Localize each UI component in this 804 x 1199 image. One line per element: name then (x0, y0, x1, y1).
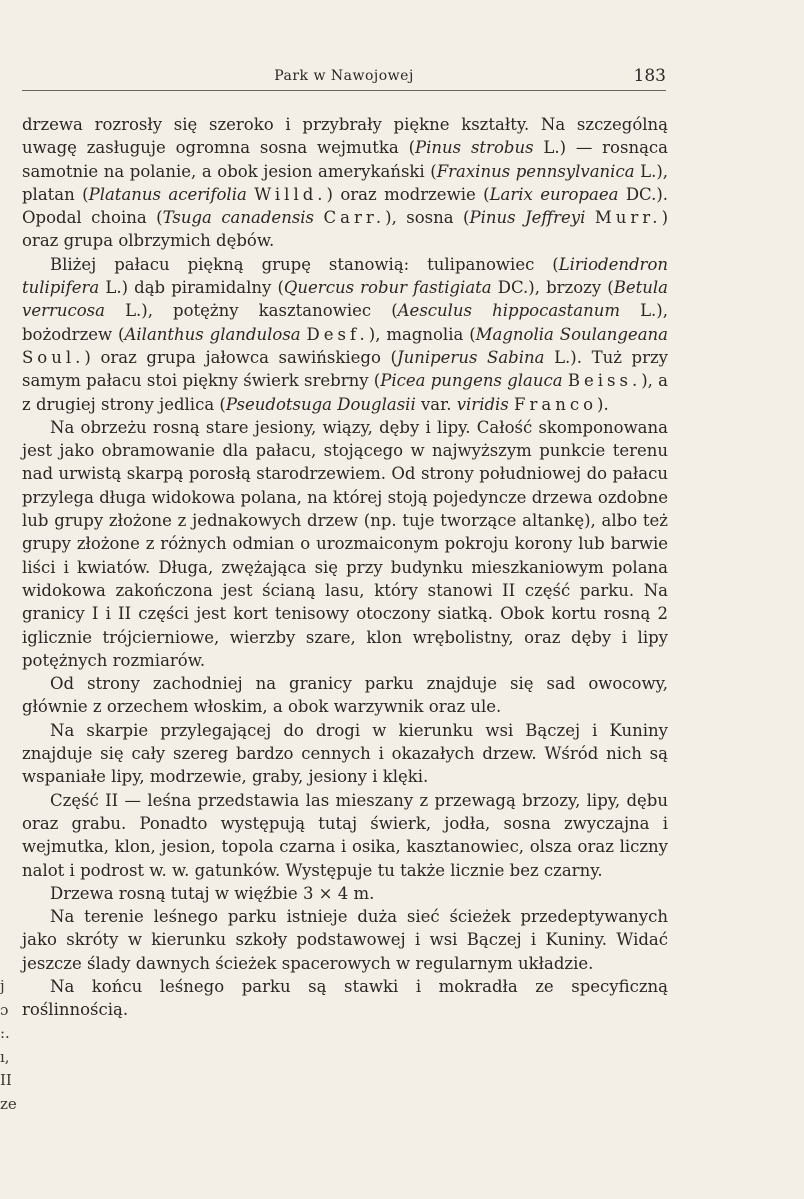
text-run: ), a z drugiej strony jedlica ( (22, 371, 668, 414)
latin-name: Pinus Jeffreyi (469, 208, 586, 228)
text-run: L.). Tuż przy samym pałacu stoi piękny świerk srebrny ( (22, 347, 668, 391)
text-run: ) oraz modrzewie ( (326, 184, 490, 204)
text-run: Bliżej pałacu piękną grupę stanowią: tulipanowiec ( (50, 254, 559, 274)
text-run: drzewa rozrosły się szeroko i przybrały piękne kształty. Na szczególną uwagę zasługuje ogromna sosna wejmutka ( (22, 115, 668, 158)
latin-name: Pinus strobus (415, 138, 534, 158)
latin-name: Aesculus hippocastanum (397, 301, 620, 321)
margin-fragment: :. (0, 1024, 10, 1042)
margin-fragment: j (0, 977, 5, 995)
paragraph (22, 789, 668, 882)
author-abbrev: Beiss. (567, 371, 642, 391)
text-run: L.), potężny kasztanowiec ( (104, 301, 398, 321)
margin-fragment: ɔ (0, 1000, 9, 1019)
text-run: var. (415, 394, 457, 414)
text-run: ), sosna ( (385, 208, 470, 228)
paragraph (22, 416, 668, 672)
text-run: Na obrzeżu rosną stare jesiony, wiązy, dęby i lipy. Całość skomponowana jest jako obramowanie dla pałacu, stojącego w najwyższym punkcie terenu nad urwistą skarpą porosłą starodrzewiem. Od strony południowej do pałacu przylega długa widokowa polana, na której stoją pojedyncze drzewa ozdobne lub grupy złożone z jednakowych drzew (np. tuje tworzące altankę), albo też grupy złożone z różnych odmian o urozmaiconym pokroju korony lub barwie liści i kwiatów. Długa, zwężająca się przy budynku mieszkaniowym polana widokowa zakończona jest ścianą lasu, który stanowi II część parku. Na granicy I i II części jest kort tenisowy otoczony siatką. Obok kortu rosną 2 iglicznie trójcierniowe, wierzby szare, klon wrębolistny, oraz dęby i lipy potężnych rozmiarów. (22, 417, 668, 670)
latin-name: Picea pungens glauca (380, 371, 563, 391)
author-abbrev: Carr. (323, 208, 386, 228)
paragraph (22, 975, 668, 1022)
page-number: 183 (633, 66, 666, 86)
page-header (22, 64, 666, 91)
author-abbrev: Franco (514, 394, 598, 414)
latin-name: Larix europaea (489, 184, 619, 204)
margin-fragment: II (0, 1071, 12, 1089)
paragraph (22, 672, 668, 719)
text-run: L.) dąb piramidalny ( (99, 278, 284, 298)
paragraph (22, 253, 668, 416)
text-run: Na skarpie przylegającej do drogi w kierunku wsi Bączej i Kuniny znajduje się cały szereg bardzo cennych i okazałych drzew. Wśród nich są wspaniałe lipy, modrzewie, graby, jesiony i klęki. (22, 720, 668, 787)
margin-fragment: ze (0, 1094, 17, 1113)
text-run: L.), bożodrzew ( (22, 301, 668, 344)
latin-name: Quercus robur fastigiata (283, 278, 492, 298)
latin-name: viridis (456, 394, 509, 414)
text-run: Drzewa rosną tutaj w więźbie 3 × 4 m. (50, 883, 375, 903)
text-run: DC.). Opodal choina ( (22, 184, 669, 228)
text-run: ). (597, 394, 609, 414)
latin-name: Platanus acerifolia (88, 184, 247, 204)
text-run: Część II — leśna przedstawia las mieszany z przewagą brzozy, lipy, dębu oraz grabu. Ponadto występują tutaj świerk, jodła, sosna zwyczajna i wejmutka, klon, jesion, topola czarna i osika, kasztanowiec, olsza oraz liczny nalot i podrost w. w. gatunków. Występuje tu także licznie bez czarny. (22, 790, 668, 880)
left-margin-fragments (0, 975, 16, 1116)
latin-name: Betula verrucosa (22, 278, 668, 321)
text-run: ), magnolia ( (368, 324, 476, 344)
paragraph (22, 719, 668, 789)
running-title: Park w Nawojowej (274, 68, 414, 84)
paragraph (22, 113, 668, 253)
text-run: Od strony zachodniej na granicy parku znajduje się sad owocowy, głównie z orzechem włoskim, a obok warzywnik oraz ule. (22, 674, 668, 717)
author-abbrev: Soul. (22, 347, 85, 367)
text-run: Na terenie leśnego parku istnieje duża sieć ścieżek przedeptywanych jako skróty w kierunku szkoły podstawowej i wsi Bączej i Kuniny. Widać jeszcze ślady dawnych ścieżek spacerowych w regularnym układzie. (22, 907, 668, 973)
text-run: ) oraz grupa jałowca sawińskiego ( (84, 347, 397, 367)
text-run: ) oraz grupa olbrzymich dębów. (22, 208, 668, 251)
latin-name: Fraxinus pennsylvanica (436, 161, 635, 181)
latin-name: Tsuga canadensis (162, 208, 315, 228)
latin-name: Ailanthus glandulosa (124, 324, 301, 344)
text-run: L.), platan ( (22, 161, 668, 204)
latin-name: Magnolia Soulangeana (475, 324, 668, 344)
author-abbrev: Desf. (306, 324, 369, 344)
author-abbrev: Willd. (254, 184, 327, 204)
author-abbrev: Murr. (594, 208, 662, 228)
text-run: Na końcu leśnego parku są stawki i mokradła ze specyficzną roślinnością. (22, 976, 668, 1020)
body-text (22, 113, 668, 1022)
latin-name: Juniperus Sabina (396, 347, 545, 367)
text-run (585, 208, 594, 227)
paragraph (22, 882, 668, 905)
margin-fragment: ı, (0, 1047, 10, 1066)
latin-name: Liriodendron tulipifera (22, 254, 668, 298)
paragraph (22, 905, 668, 975)
text-run: DC.), brzozy ( (491, 278, 614, 298)
latin-name: Pseudotsuga Douglasii (225, 394, 416, 414)
text-run: L.) — rosnąca samotnie na polanie, a obok jesion amerykański ( (22, 138, 668, 181)
